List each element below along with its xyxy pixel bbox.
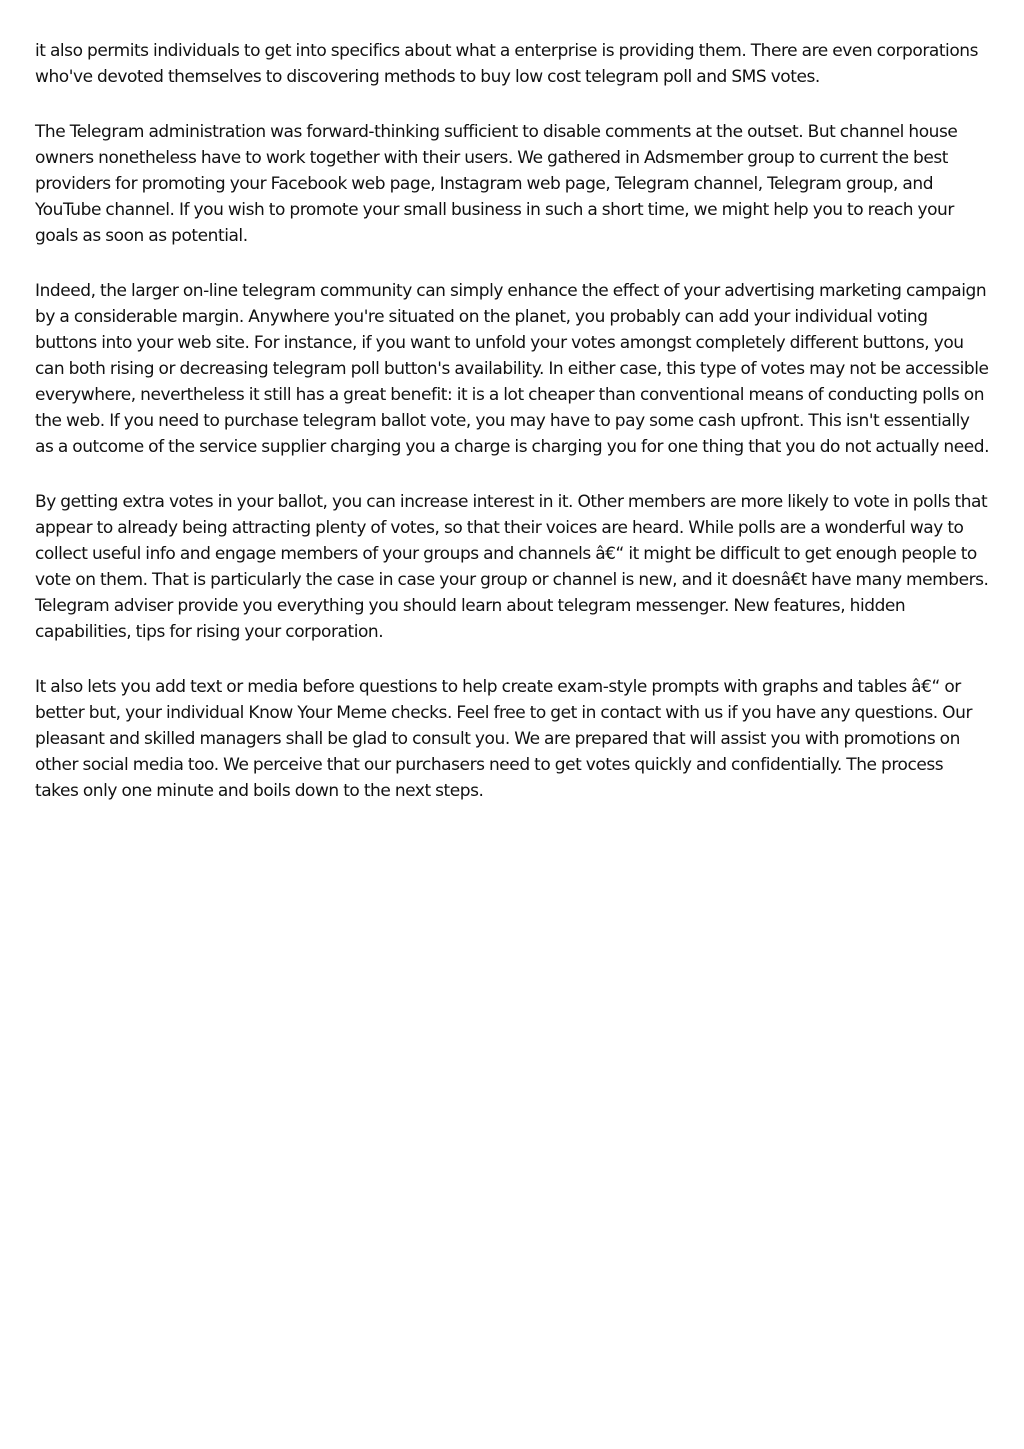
paragraph-2: The Telegram administration was forward-thinking sufficient to disable comments at the outset. But channel house owners nonetheless have to work together with their users. We gathered in Adsmember group to current the best providers for promoting your Facebook web page, Instagram web page, Telegram channel, Telegram group, and YouTube channel. If you wish to promote your small business in such a short time, we might help you to reach your goals as soon as potential. [35,122,958,246]
paragraph-4: By getting extra votes in your ballot, you can increase interest in it. Other members are more likely to vote in polls that appear to already being attracting plenty of votes, so that their voices are heard. While polls are a wonderful way to collect useful info and engage members of your groups and channels â€“ it might be difficult to get enough people to vote on them. That is particularly the case in case your group or channel is new, and it doesnâ€t have many members. Telegram adviser provide you everything you should learn about telegram messenger. New features, hidden capabilities, tips for rising your corporation. [35,492,989,642]
document-body [35,38,990,833]
paragraph-5: It also lets you add text or media before questions to help create exam-style prompts with graphs and tables â€“ or better but, your individual Know Your Meme checks. Feel free to get in contact with us if you have any questions. Our pleasant and skilled managers shall be glad to consult you. We are prepared that will assist you with promotions on other social media too. We perceive that our purchasers need to get votes quickly and confidentially. The process takes only one minute and boils down to the next steps. [35,677,972,801]
paragraph-1: it also permits individuals to get into specifics about what a enterprise is providing them. There are even corporations who've devoted themselves to discovering methods to buy low cost telegram poll and SMS votes. [35,41,978,87]
paragraph-3: Indeed, the larger on-line telegram community can simply enhance the effect of your advertising marketing campaign by a considerable margin. Anywhere you're situated on the planet, you probably can add your individual voting buttons into your web site. For instance, if you want to unfold your votes amongst completely different buttons, you can both rising or decreasing telegram poll button's availability. In either case, this type of votes may not be accessible everywhere, nevertheless it still has a great benefit: it is a lot cheaper than conventional means of conducting polls on the web. If you need to purchase telegram ballot vote, you may have to pay some cash upfront. This isn't essentially as a outcome of the service supplier charging you a charge is charging you for one thing that you do not actually need. [35,281,990,457]
